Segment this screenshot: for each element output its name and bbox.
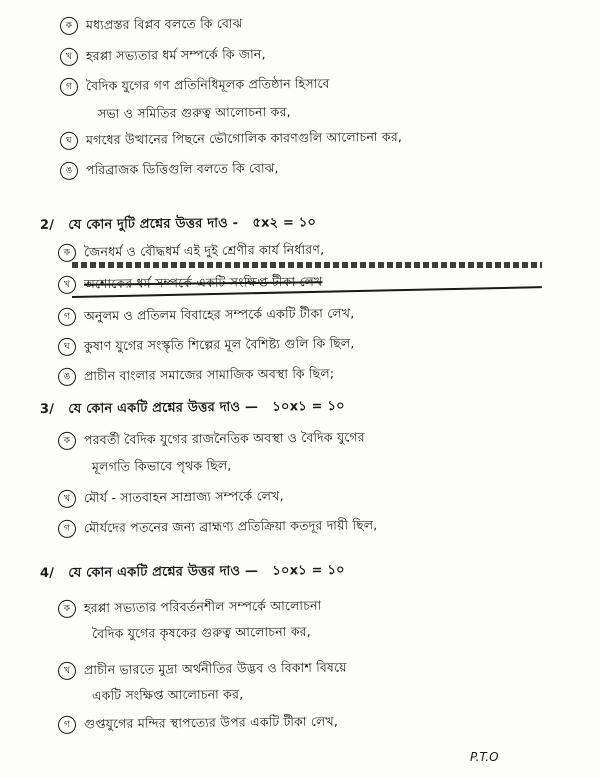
item-marker: খ [60,48,78,66]
top-item-5 [60,160,279,180]
q3-item-3 [58,517,378,538]
item-marker: গ [58,520,76,538]
top-item-1 [60,15,243,35]
item-marker: ক [58,244,76,262]
item-text: সভা ও সমিতির গুরুত্ব আলোচনা কর, [97,103,291,121]
question-marks: ৫x২ = ১০ [252,215,317,231]
item-text: প্রাচীন বাংলার সমাজের সামাজিক অবস্থা কি ছিল; [83,365,335,384]
item-text: মৌর্য - সাতবাহন সাম্রাজ্য সম্পর্কে লেখ, [83,488,284,506]
question-3-heading [40,399,345,418]
question-2-heading [40,215,316,234]
top-item-3-cont [98,104,291,122]
question-number: 3/ [39,401,55,417]
item-marker: খ [58,276,76,294]
item-text: হরপ্পা সভ্যতার পরিবর্তনশীল সম্পর্কে আলোচনা [83,597,322,616]
item-text: হরপ্পা সভ্যতার ধর্ম সম্পর্কে কি জান, [85,46,266,64]
item-marker: ঘ [60,132,78,150]
item-text: মধ্যপ্রস্তর বিপ্লব বলতে কি বোঝ [85,15,243,33]
item-text: কুষাণ যুগের সংস্কৃতি শিল্পের মূল বৈশিষ্ট্য গুলি কি ছিল, [83,335,355,354]
item-text: পরবর্তী বৈদিক যুগের রাজনৈতিক অবস্থা ও বৈদিক যুগের [83,429,365,448]
item-text: বৈদিক যুগের গণ প্রতিনিধিমূলক প্রতিষ্ঠান হিসাবে [85,75,330,94]
top-item-3 [60,75,330,96]
item-text: প্রাচীন ভারতে মুদ্রা অর্থনীতির উদ্ভব ও বিকাশ বিষয়ে [83,659,347,678]
q2-item-5 [58,365,334,386]
item-marker: ক [58,432,76,450]
item-marker: খ [58,662,76,680]
item-text: বৈদিক যুগের কৃষকের গুরুত্ব আলোচনা কর, [91,623,311,641]
item-marker: গ [58,308,76,326]
top-item-2 [60,46,266,66]
question-4-heading [40,563,345,582]
q2-item-4 [58,335,355,356]
item-marker: ঙ [60,162,78,180]
q4-item-1 [58,597,322,618]
page-turn-note: P.T.O [470,750,499,764]
item-text: একটি সংক্ষিপ্ত আলোচনা কর, [91,686,244,703]
q2-item-3 [58,305,355,326]
item-marker: ঙ [58,368,76,386]
item-marker: ঘ [58,338,76,356]
item-text: মূলগতি কিভাবে পৃথক ছিল, [91,457,232,474]
item-text: অনুলম ও প্রতিলম বিবাহের সম্পর্কে একটি টীকা লেখ, [83,305,355,324]
q3-item-1 [58,429,365,450]
item-marker: গ [60,78,78,96]
q4-item-2 [58,659,347,680]
item-marker: গ [58,716,76,734]
question-marks: ১০x১ = ১০ [272,562,345,579]
item-marker: ক [58,600,76,618]
item-text: মগধের উত্থানের পিছনে ভৌগোলিক কারণগুলি আলোচনা কর, [85,128,403,148]
question-text: যে কোন একটি প্রশ্নের উত্তর দাও — [68,563,259,581]
item-text: অশোকের ধর্ম সম্পর্কে একটি সংক্ষিপ্ত টীকা লেখ [83,273,323,292]
underline-mark [72,262,542,268]
q3-item-1-cont [92,458,232,475]
q3-item-2 [58,488,284,508]
q2-item-1 [58,241,324,262]
item-text: জৈনধর্ম ও বৌদ্ধধর্ম এই দুই শ্রেণীর কার্য নির্ধারণ, [83,241,325,260]
question-number: 2/ [39,217,55,233]
q4-item-1-cont [92,624,311,642]
item-text: পরিব্রাজক ডিত্তিগুলি বলতে কি বোঝ, [85,160,279,178]
item-marker: ক [60,17,78,35]
item-text: মৌর্যদের পতনের জন্য ব্রাহ্মণ্য প্রতিক্রিয়া কতদূর দায়ী ছিল, [83,517,378,536]
q4-item-2-cont [92,686,244,704]
top-item-4 [60,128,402,150]
item-marker: খ [58,490,76,508]
question-text: যে কোন একটি প্রশ্নের উত্তর দাও — [68,399,259,417]
question-text: যে কোন দুটি প্রশ্নের উত্তর দাও - [68,215,239,233]
item-text: গুপ্তযুগের মন্দির স্থাপত্যের উপর একটি টীকা লেখ, [83,713,339,732]
q4-item-3 [58,713,338,734]
question-marks: ১০x১ = ১০ [272,398,345,415]
question-number: 4/ [39,565,55,581]
